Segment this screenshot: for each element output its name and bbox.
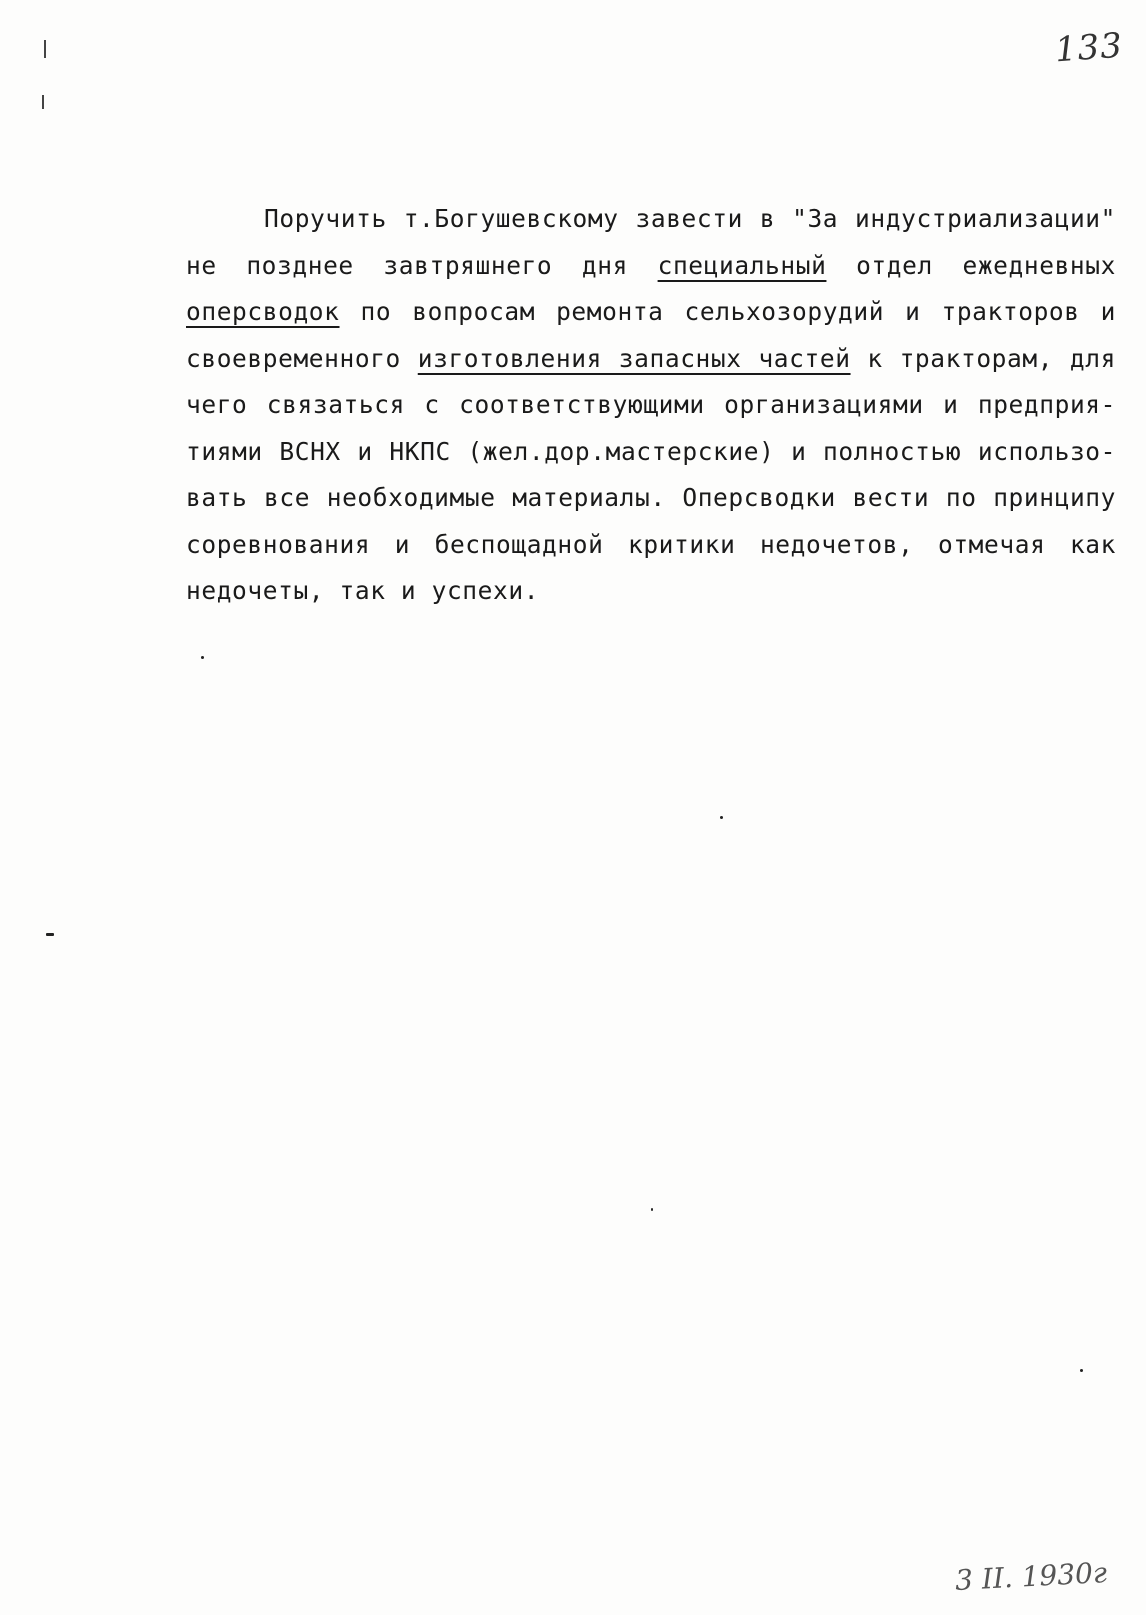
underlined-phrase: изготовления запасных частей — [417, 343, 851, 373]
speck — [720, 816, 723, 819]
text-segment: недочеты, так и успехи. — [186, 576, 540, 605]
speck — [201, 656, 204, 659]
margin-mark — [44, 40, 46, 58]
text-segment: Поручить т.Богушевскому завести в "За индустриализации" — [264, 204, 1116, 233]
text-segment: по вопросам ремонта сельхозорудий и тракторов и — [339, 297, 1116, 326]
underlined-phrase: специальный — [657, 250, 827, 280]
document-paragraph — [186, 196, 1116, 615]
text-segment: соревнования и беспощадной критики недочетов, отмечая как — [186, 529, 1116, 559]
text-line — [186, 382, 1116, 429]
text-line — [186, 475, 1116, 522]
text-segment: вать все необходимые материалы. Оперсводки вести по принципу — [186, 483, 1116, 512]
speck — [46, 933, 54, 936]
text-line — [186, 522, 1116, 569]
speck — [1080, 1369, 1083, 1372]
text-line — [186, 196, 1116, 243]
text-line — [186, 336, 1116, 383]
text-line — [186, 429, 1116, 476]
text-segment: тиями ВСНХ и НКПС (жел.дор.мастерские) и полностью использо- — [186, 436, 1116, 466]
text-segment: чего связаться с соответствующими организациями и предприя- — [186, 390, 1116, 419]
text-segment: к тракторам, для — [850, 343, 1116, 373]
underlined-phrase: оперсводок — [186, 297, 340, 326]
text-segment: отдел ежедневных — [826, 250, 1116, 280]
speck — [651, 1208, 653, 1211]
text-segment: не позднее завтряшнего дня — [186, 250, 658, 280]
text-line — [186, 243, 1116, 290]
text-line — [186, 289, 1116, 336]
margin-mark — [42, 95, 44, 109]
handwritten-date: 3 II. 1930г — [954, 1556, 1108, 1597]
text-line — [186, 568, 1116, 615]
page-number: 133 — [1053, 25, 1125, 71]
text-segment: своевременного — [186, 343, 418, 373]
